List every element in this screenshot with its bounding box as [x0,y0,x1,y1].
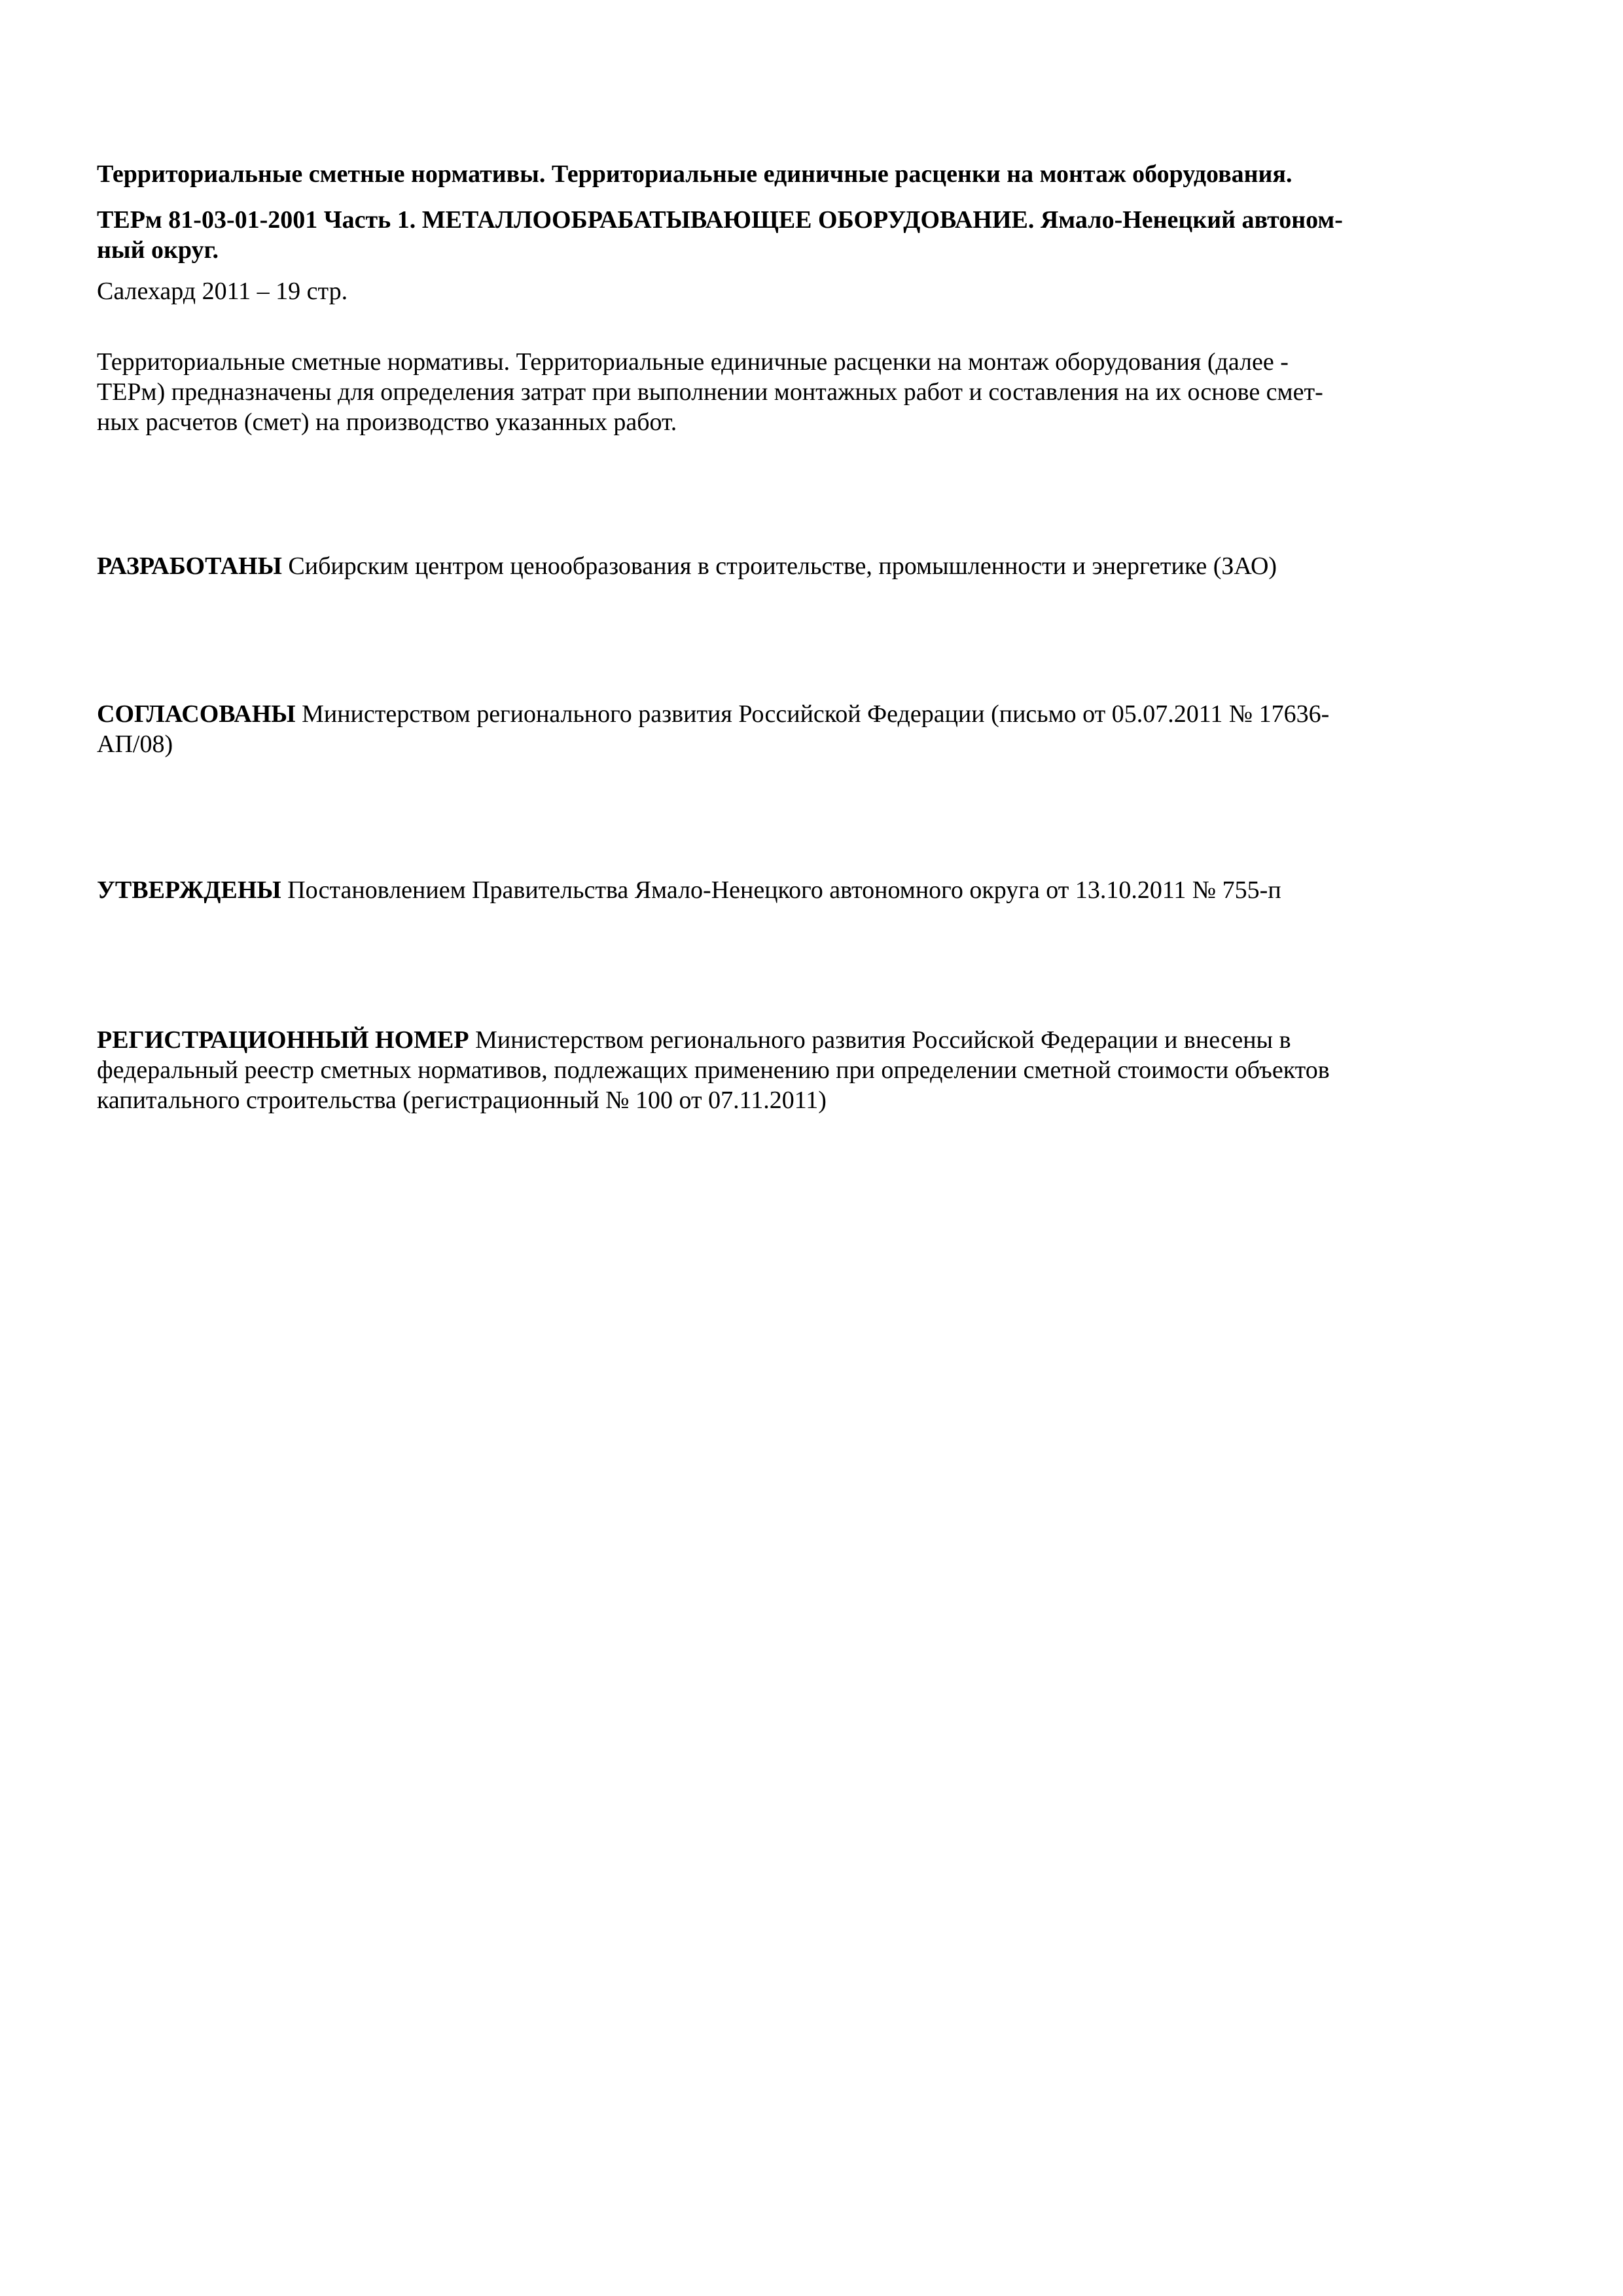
section-label: РАЗРАБОТАНЫ [97,552,282,580]
intro-line: Территориальные сметные нормативы. Территориальные единичные расценки на монтаж оборудования (далее - [97,348,1289,376]
section-text: АП/08) [97,730,173,758]
document-title: Территориальные сметные нормативы. Территориальные единичные расценки на монтаж оборудования. [97,160,1293,188]
section-text: Министерством регионального развития Российской Федерации и внесены в [475,1026,1291,1054]
section-text: федеральный реестр сметных нормативов, подлежащих применению при определении сметной стоимости объектов [97,1056,1330,1084]
intro-paragraph [97,347,1465,437]
document-subtitle-line: ТЕРм 81-03-01-2001 Часть 1. МЕТАЛЛООБРАБАТЫВАЮЩЕЕ ОБОРУДОВАНИЕ. Ямало-Ненецкий автоном- [97,206,1343,234]
section-approved [97,875,1465,905]
section-text: капитального строительства (регистрационный № 100 от 07.11.2011) [97,1086,827,1114]
section-text: Постановлением Правительства Ямало-Ненецкого автономного округа от 13.10.2011 № 755-п [287,876,1281,904]
section-text: Сибирским центром ценообразования в строительстве, промышленности и энергетике (ЗАО) [288,552,1277,580]
intro-line: ных расчетов (смет) на производство указанных работ. [97,408,677,436]
section-label: УТВЕРЖДЕНЫ [97,876,281,904]
section-label: РЕГИСТРАЦИОННЫЙ НОМЕР [97,1026,469,1054]
intro-line: ТЕРм) предназначены для определения затрат при выполнении монтажных работ и составления на их основе смет- [97,378,1323,406]
section-developed [97,551,1465,581]
section-text: Министерством регионального развития Российской Федерации (письмо от 05.07.2011 № 17636- [302,700,1330,728]
document-subtitle [97,205,1465,265]
section-label: СОГЛАСОВАНЫ [97,700,296,728]
section-agreed [97,699,1465,759]
document-subtitle-line: ный округ. [97,236,219,264]
publication-info: Салехард 2011 – 19 стр. [97,278,348,305]
section-registration [97,1025,1465,1115]
